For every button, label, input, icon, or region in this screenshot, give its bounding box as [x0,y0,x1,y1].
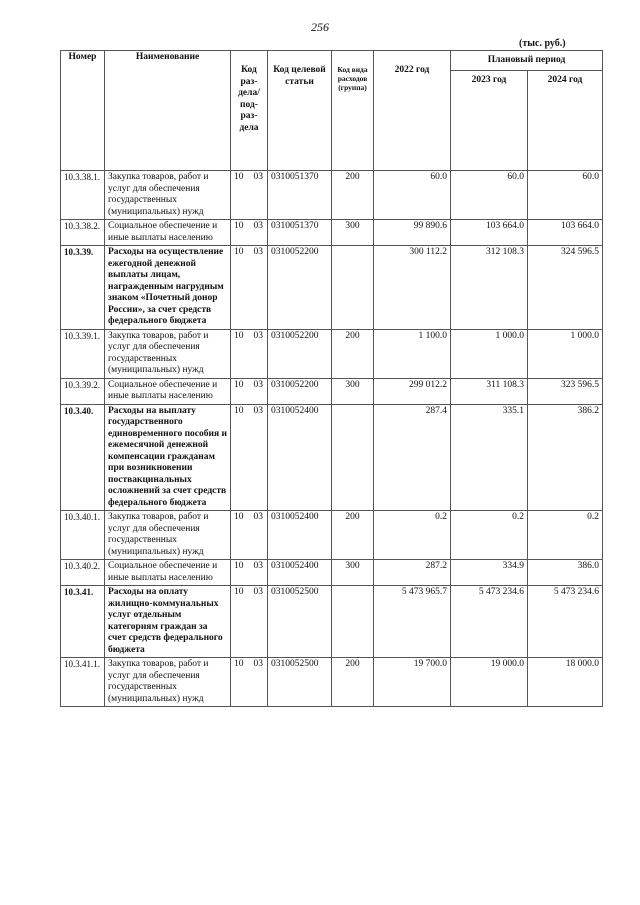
units-label: (тыс. руб.) [519,38,566,49]
budget-table [60,50,603,707]
row-value-2024: 18 000.0 [528,658,603,707]
row-name: Расходы на осуществление ежегодной денежной выплаты лицам, награжденным нагрудным знаком «Почетный донор России», за счет средств федерального бюджета [105,246,231,330]
row-value-2022: 1 100.0 [374,329,451,378]
row-expense-type: 200 [332,329,374,378]
page-number: 256 [311,20,329,34]
row-value-2024: 5 473 234.6 [528,586,603,658]
row-value-2024: 0.2 [528,511,603,560]
subsection-code: 03 [253,221,263,231]
table-row [61,329,603,378]
table-row [61,171,603,220]
row-expense-type: 200 [332,511,374,560]
row-section-code [231,246,268,330]
row-expense-type [332,586,374,658]
row-name: Закупка товаров, работ и услуг для обеспечения государственных (муниципальных) нужд [105,171,231,220]
section-code: 10 [234,330,244,341]
row-value-2024: 1 000.0 [528,329,603,378]
table-row [61,586,603,658]
row-number: 10.3.41. [61,586,105,658]
row-expense-type: 300 [332,220,374,246]
row-expense-type: 300 [332,378,374,404]
section-code: 10 [234,512,244,522]
subsection-code: 03 [253,512,263,522]
section-code: 10 [234,405,244,416]
row-section-code [231,378,268,404]
subsection-code: 03 [253,330,263,341]
row-target-code: 0310052200 [268,378,332,404]
row-section-code [231,329,268,378]
row-target-code: 0310052500 [268,658,332,707]
header-expense-type-code: Код вида расходов (группа) [332,51,374,171]
row-name: Расходы на выплату государственного единовременного пособия и ежемесячной денежной компенсации гражданам при возникновении поствакцинальных осложнений за счет средств федерального бюджета [105,404,231,511]
row-target-code: 0310052200 [268,329,332,378]
row-number: 10.3.41.1. [61,658,105,707]
row-target-code: 0310052400 [268,511,332,560]
subsection-code: 03 [253,405,263,416]
section-code: 10 [234,221,244,231]
row-number: 10.3.39.1. [61,329,105,378]
row-number: 10.3.39. [61,246,105,330]
row-value-2022: 300 112.2 [374,246,451,330]
subsection-code: 03 [253,379,263,390]
row-number: 10.3.40.2. [61,560,105,586]
row-value-2023: 1 000.0 [451,329,528,378]
row-value-2023: 5 473 234.6 [451,586,528,658]
row-section-code [231,404,268,511]
header-number: Номер [61,51,105,171]
section-code: 10 [234,247,244,257]
row-number: 10.3.40.1. [61,511,105,560]
header-planned-period: Плановый период [451,51,603,71]
row-value-2023: 334.9 [451,560,528,586]
row-value-2023: 311 108.3 [451,378,528,404]
subsection-code: 03 [253,587,263,597]
row-target-code: 0310052400 [268,560,332,586]
row-name: Расходы на оплату жилищно-коммунальных услуг отдельным категориям граждан за счет средств федерального бюджета [105,586,231,658]
section-code: 10 [234,587,244,597]
row-number: 10.3.39.2. [61,378,105,404]
table-body [61,171,603,707]
subsection-code: 03 [253,561,263,571]
row-target-code: 0310052500 [268,586,332,658]
row-section-code [231,658,268,707]
row-value-2022: 5 473 965.7 [374,586,451,658]
table-row [61,404,603,511]
row-value-2024: 323 596.5 [528,378,603,404]
table-row [61,511,603,560]
row-section-code [231,220,268,246]
row-number: 10.3.38.1. [61,171,105,220]
row-section-code [231,171,268,220]
header-name: Наименование [105,51,231,171]
row-value-2022: 99 890.6 [374,220,451,246]
row-name: Закупка товаров, работ и услуг для обеспечения государственных (муниципальных) нужд [105,511,231,560]
section-code: 10 [234,659,244,669]
row-value-2023: 103 664.0 [451,220,528,246]
row-value-2023: 0.2 [451,511,528,560]
row-value-2024: 386.0 [528,560,603,586]
header-year-2023: 2023 год [451,71,528,171]
subsection-code: 03 [253,247,263,257]
row-value-2023: 312 108.3 [451,246,528,330]
row-section-code [231,560,268,586]
section-code: 10 [234,379,244,390]
row-value-2022: 287.4 [374,404,451,511]
row-target-code: 0310052200 [268,246,332,330]
row-value-2024: 386.2 [528,404,603,511]
row-value-2022: 60.0 [374,171,451,220]
header-target-code: Код целевой статьи [268,51,332,171]
row-target-code: 0310052400 [268,404,332,511]
row-name: Закупка товаров, работ и услуг для обеспечения государственных (муниципальных) нужд [105,658,231,707]
table-row [61,246,603,330]
row-section-code [231,511,268,560]
row-value-2022: 19 700.0 [374,658,451,707]
row-expense-type [332,404,374,511]
row-target-code: 0310051370 [268,171,332,220]
header-year-2024: 2024 год [528,71,603,171]
row-target-code: 0310051370 [268,220,332,246]
row-value-2024: 60.0 [528,171,603,220]
header-year-2022: 2022 год [374,51,451,171]
table-row [61,220,603,246]
row-name: Социальное обеспечение и иные выплаты населению [105,560,231,586]
row-number: 10.3.40. [61,404,105,511]
row-value-2022: 0.2 [374,511,451,560]
row-value-2023: 19 000.0 [451,658,528,707]
row-value-2023: 60.0 [451,171,528,220]
subsection-code: 03 [253,172,263,182]
row-expense-type: 200 [332,171,374,220]
row-expense-type: 200 [332,658,374,707]
row-value-2022: 287.2 [374,560,451,586]
row-name: Социальное обеспечение и иные выплаты населению [105,220,231,246]
section-code: 10 [234,561,244,571]
row-section-code [231,586,268,658]
subsection-code: 03 [253,659,263,669]
table-row [61,378,603,404]
row-expense-type: 300 [332,560,374,586]
table-row [61,560,603,586]
row-value-2024: 324 596.5 [528,246,603,330]
row-number: 10.3.38.2. [61,220,105,246]
table-row [61,658,603,707]
row-name: Социальное обеспечение и иные выплаты населению [105,378,231,404]
row-name: Закупка товаров, работ и услуг для обеспечения государственных (муниципальных) нужд [105,329,231,378]
row-value-2022: 299 012.2 [374,378,451,404]
row-expense-type [332,246,374,330]
row-value-2024: 103 664.0 [528,220,603,246]
header-section-code: Код раз- дела/ под- раз- дела [231,51,268,171]
section-code: 10 [234,172,244,182]
row-value-2023: 335.1 [451,404,528,511]
